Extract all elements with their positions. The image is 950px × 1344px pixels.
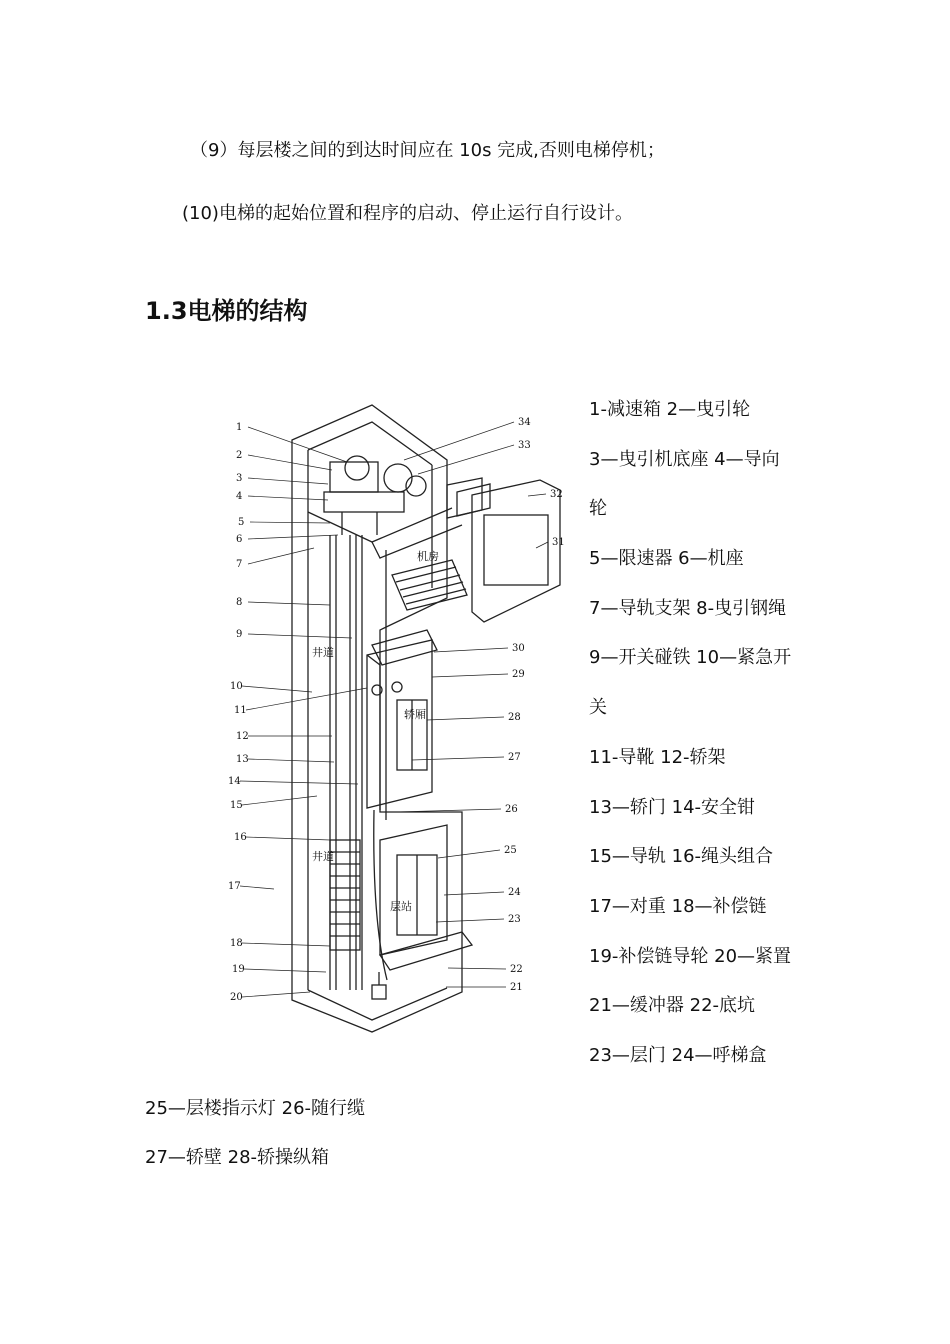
car-frame-top xyxy=(372,630,437,665)
callout-leader-line xyxy=(427,717,504,720)
region-labels xyxy=(312,549,439,913)
legend-line: 7—导轨支架 8-曳引钢绳 xyxy=(589,597,787,619)
component-legend xyxy=(589,398,829,1094)
callout-number: 18 xyxy=(230,938,243,949)
callout-leader-line xyxy=(248,496,328,500)
shaft-inner-top xyxy=(308,422,432,465)
callout-leader-line xyxy=(248,548,314,564)
legend-continuation-line: 27—轿壁 28-轿操纵箱 xyxy=(145,1147,330,1168)
legend-line: 23—层门 24—呼梯盒 xyxy=(589,1044,767,1066)
legend-continuation-line: 25—层楼指示灯 26-随行缆 xyxy=(145,1098,366,1119)
callout-number: 10 xyxy=(230,681,243,692)
callout-number: 2 xyxy=(236,450,243,461)
callout-number: 32 xyxy=(550,489,563,500)
legend-line: 轮 xyxy=(589,498,607,520)
section-heading: 1.3电梯的结构 xyxy=(145,297,308,325)
machine-room-annex xyxy=(447,478,482,518)
callout-number: 20 xyxy=(230,992,243,1003)
callout-number: 31 xyxy=(552,537,565,548)
callout-number: 23 xyxy=(508,914,521,925)
callout-number: 27 xyxy=(508,752,521,763)
callout-number: 33 xyxy=(518,440,531,451)
callout-number: 16 xyxy=(234,832,247,843)
elevator-diagram-svg xyxy=(222,400,582,1048)
callout-leader-line xyxy=(240,781,358,784)
elevator-structure-diagram xyxy=(222,400,582,1048)
callout-number: 24 xyxy=(508,887,521,898)
callout-number: 13 xyxy=(236,754,249,765)
callout-number: 17 xyxy=(228,881,241,892)
callout-leader-line xyxy=(434,648,508,652)
callout-number: 9 xyxy=(236,629,243,640)
callout-number: 19 xyxy=(232,964,245,975)
callout-leader-line xyxy=(248,455,332,470)
legend-line: 关 xyxy=(589,697,607,719)
callout-leader-line xyxy=(432,674,508,677)
callout-number: 11 xyxy=(234,705,247,716)
hoistway-label-lower: 井道 xyxy=(312,850,334,863)
legend-line: 19-补偿链导轮 20—紧置 xyxy=(589,945,792,967)
callout-leader-line xyxy=(248,427,347,462)
callout-leader-line xyxy=(246,837,330,840)
callout-number: 4 xyxy=(236,491,243,502)
callout-leader-line xyxy=(448,968,506,969)
hoist-motor xyxy=(330,462,378,492)
callout-leader-line xyxy=(248,759,334,762)
callout-leader-line xyxy=(240,886,274,889)
callout-number: 5 xyxy=(238,517,245,528)
callout-number: 12 xyxy=(236,731,249,742)
callout-number: 6 xyxy=(236,534,243,545)
callout-number: 34 xyxy=(518,417,531,428)
annex-window xyxy=(484,515,548,585)
callout-number: 3 xyxy=(236,473,243,484)
callout-leader-line xyxy=(242,686,312,692)
machine-base xyxy=(324,492,404,512)
hoistway-label-upper: 井道 xyxy=(312,646,334,659)
callout-leader-line xyxy=(528,494,546,496)
callout-number: 7 xyxy=(236,559,243,570)
landing-label: 层站 xyxy=(390,900,412,913)
callout-leader-line xyxy=(242,796,317,805)
legend-line: 9—开关碰铁 10—紧急开 xyxy=(589,647,792,669)
requirement-item-9: （9）每层楼之间的到达时间应在 10s 完成,否则电梯停机； xyxy=(190,140,665,161)
callout-number: 30 xyxy=(512,643,525,654)
callout-number: 25 xyxy=(504,845,517,856)
machine-room-label: 机房 xyxy=(417,550,439,563)
legend-line: 5—限速器 6—机座 xyxy=(589,548,744,570)
requirement-item-10: (10)电梯的起始位置和程序的启动、停止运行自行设计。 xyxy=(182,203,633,224)
callout-number: 21 xyxy=(510,982,523,993)
callout-leader-line xyxy=(248,535,338,539)
callout-number: 14 xyxy=(228,776,241,787)
callout-leader-line xyxy=(444,892,504,895)
callout-number: 1 xyxy=(236,422,243,433)
callout-number: 15 xyxy=(230,800,243,811)
legend-line: 21—缓冲器 22-底坑 xyxy=(589,995,756,1017)
legend-line: 15—导轨 16-绳头组合 xyxy=(589,846,774,868)
callout-leader-line xyxy=(242,943,330,946)
callout-number: 28 xyxy=(508,712,521,723)
callout-leader-line xyxy=(250,522,330,523)
callout-leader-line xyxy=(412,757,504,760)
traction-sheave xyxy=(345,456,369,480)
buffer xyxy=(372,985,386,999)
landing-sill xyxy=(380,932,472,970)
legend-line: 11-导靴 12-轿架 xyxy=(589,746,726,768)
callout-leader-line xyxy=(248,478,328,484)
gearbox-drum xyxy=(384,464,412,492)
legend-line: 3—曳引机底座 4—导向 xyxy=(589,448,780,470)
elevator-car xyxy=(367,640,432,808)
callout-number: 22 xyxy=(510,964,523,975)
legend-line: 1-减速箱 2—曳引轮 xyxy=(589,399,751,420)
callout-number: 8 xyxy=(236,597,243,608)
callout-leader-line xyxy=(248,602,330,605)
callout-number: 29 xyxy=(512,669,525,680)
car-label: 轿厢 xyxy=(404,708,426,721)
callout-leader-line xyxy=(536,542,548,548)
callout-leader-line xyxy=(242,992,310,997)
callout-leader-line xyxy=(436,919,504,922)
legend-line: 13—轿门 14-安全钳 xyxy=(589,796,756,818)
callout-leader-line xyxy=(244,969,326,972)
shaft-outline xyxy=(292,405,462,1032)
legend-line: 17—对重 18—补偿链 xyxy=(589,895,767,917)
callout-number: 26 xyxy=(505,804,518,815)
